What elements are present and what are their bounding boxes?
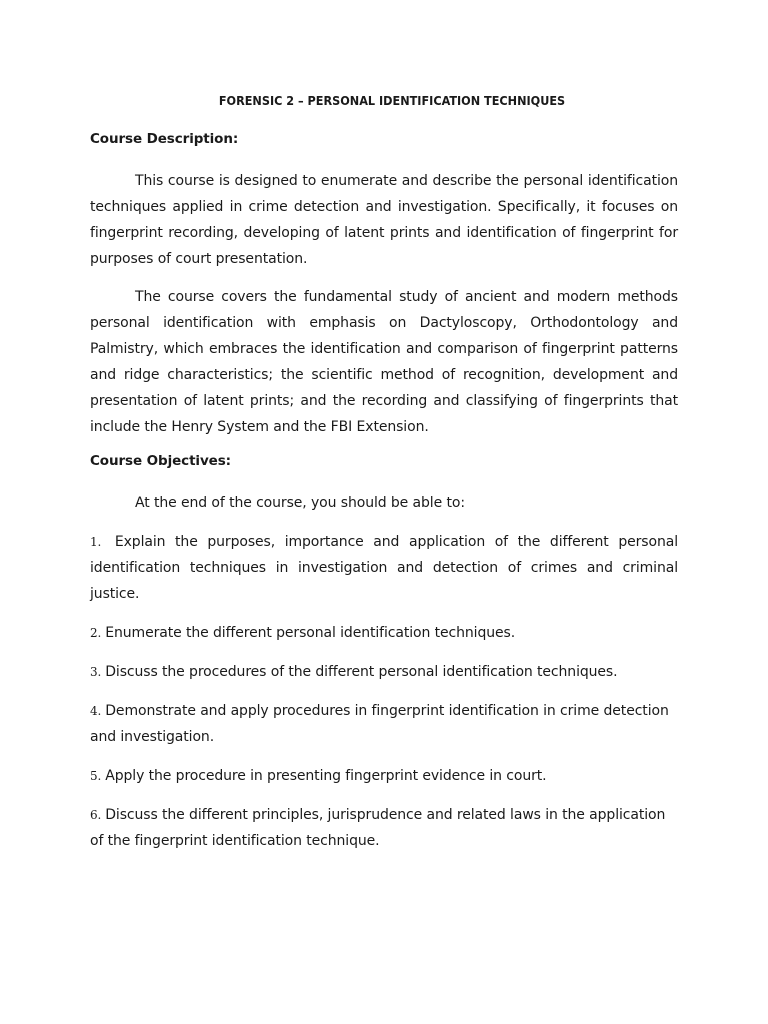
objective-number: 1. <box>90 535 102 549</box>
objective-item <box>90 659 678 685</box>
course-description-paragraph-1: This course is designed to enumerate and describe the personal identification techniques applied in crime detection and investigation. Specifically, it focuses on fingerprint recording, developing of latent prints and identification of fingerprint for purposes of court presentation. <box>90 173 678 267</box>
course-objectives-intro: At the end of the course, you should be able to: <box>135 495 465 511</box>
document-page <box>90 92 678 867</box>
objective-number: 4. <box>90 704 102 718</box>
course-description-paragraph-2: The course covers the fundamental study of ancient and modern methods personal identification with emphasis on Dactyloscopy, Orthodontology and Palmistry, which embraces the identification and comparison of fingerprint patterns and ridge characteristics; the scientific method of recognition, development and presentation of latent prints; and the recording and classifying of fingerprints that include the Henry System and the FBI Extension. <box>90 289 678 435</box>
objective-number: 5. <box>90 769 102 783</box>
objective-item <box>90 802 678 854</box>
objective-text: Enumerate the different personal identification techniques. <box>105 625 516 641</box>
course-description-heading: Course Description: <box>90 131 239 147</box>
objective-text: Explain the purposes, importance and application of the different personal identification techniques in investigation and detection of crimes and criminal justice. <box>90 534 678 602</box>
objective-number: 2. <box>90 626 102 640</box>
course-objectives-heading: Course Objectives: <box>90 453 231 469</box>
objective-text: Discuss the procedures of the different personal identification techniques. <box>105 664 618 680</box>
objective-text: Demonstrate and apply procedures in fingerprint identification in crime detection and investigation. <box>90 703 669 745</box>
objective-number: 6. <box>90 808 102 822</box>
objective-number: 3. <box>90 665 102 679</box>
objective-text: Apply the procedure in presenting fingerprint evidence in court. <box>105 768 547 784</box>
objective-item <box>90 620 678 646</box>
objective-text: Discuss the different principles, jurisprudence and related laws in the application of the fingerprint identification technique. <box>90 807 666 849</box>
objective-item <box>90 698 678 750</box>
objective-item <box>90 529 678 607</box>
objective-item <box>90 763 678 789</box>
document-title: FORENSIC 2 – PERSONAL IDENTIFICATION TECHNIQUES <box>218 93 566 108</box>
